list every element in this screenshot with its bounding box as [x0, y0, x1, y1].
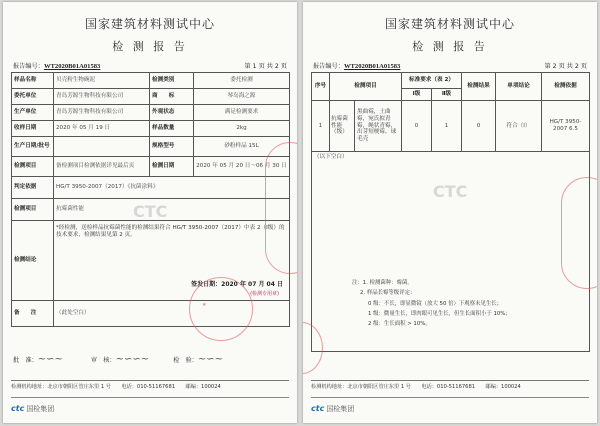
- remarks-value: （此处空白）: [54, 301, 290, 327]
- ctc-logo: [11, 404, 54, 414]
- note-line: 注：1. 检测菌种：霉菌。: [352, 280, 413, 286]
- test-seal-stamp: ★: [189, 277, 253, 341]
- blank-note: （以下空白）: [314, 154, 348, 160]
- basis-label: 判定依据: [12, 177, 54, 199]
- approve-label: 批 准：: [13, 357, 38, 364]
- doc-title: 检 测 报 告: [112, 40, 188, 53]
- batch-value: [54, 137, 150, 157]
- footer-rule: [311, 397, 589, 398]
- watermark: CTC: [433, 182, 468, 201]
- spec-value: 砂粉样品 15L: [194, 137, 290, 157]
- reviewer-signature-scribble: ~∽∽~: [115, 354, 150, 365]
- edge-seal-stamp: [561, 177, 597, 289]
- report-number: [313, 61, 400, 70]
- logo-text: 国检集团: [326, 405, 355, 413]
- col-result: 检测结果: [462, 73, 496, 101]
- test-category-label: 检测类别: [150, 73, 194, 89]
- ctc-logo: [311, 404, 354, 414]
- batch-label: 生产日期/批号: [12, 137, 54, 157]
- col-seq: 序号: [312, 73, 330, 101]
- logo-mark: ctc: [11, 404, 25, 413]
- appearance-label: 外观状态: [150, 105, 194, 121]
- row-grade1: 0: [402, 101, 432, 152]
- col-requirement: 标准要求（表 2）: [402, 73, 462, 89]
- row-method: HG/T 3950-2007 6.5: [542, 101, 590, 152]
- watermark: CTC: [133, 202, 168, 221]
- col-single: 单项结论: [496, 73, 542, 101]
- report-number-value: WT2020B01A01583: [343, 63, 401, 70]
- approver-signature-scribble: ~∽~: [37, 354, 63, 365]
- edge-seal-stamp: [265, 142, 297, 274]
- page-indicator: 第 2 页 共 2 页: [544, 63, 587, 70]
- seal-note: (检测专用章): [250, 290, 279, 297]
- spec-label: 规格型号: [150, 137, 194, 157]
- conclusion-label: 检测结论: [12, 221, 54, 301]
- quantity-value: 2kg: [194, 121, 290, 137]
- test-item-value: 备检测项目检测依据详见最后页: [54, 157, 150, 177]
- receipt-date-value: 2020 年 05 月 19 日: [54, 121, 150, 137]
- review-label: 审 核：: [90, 357, 116, 364]
- quantity-label: 样品数量: [150, 121, 194, 137]
- col-method: 检测依据: [542, 73, 590, 101]
- report-number-label: 报告编号：: [313, 63, 344, 70]
- note-line: 0 级：不长，即显微镜（放大 50 倍）下观察未见生长；: [368, 300, 503, 307]
- address-line: 检测机构地址：北京市朝阳区管庄东里 1 号 电话：010-51167681 邮编：100024: [11, 380, 289, 390]
- test-label: 检 验：: [173, 357, 198, 364]
- col-grade1: Ⅰ级: [402, 89, 432, 101]
- sample-name-value: 贝壳粉生物碗泥: [54, 73, 150, 89]
- row-item-cell: [330, 101, 402, 152]
- doc-title: 检 测 报 告: [412, 40, 488, 53]
- sample-name-label: 样品名称: [12, 73, 54, 89]
- manufacturer-value: 青岛芳源生物科技有限公司: [54, 105, 150, 121]
- remarks-label: 备 注: [12, 301, 54, 327]
- row-item: 抗霉菌性能（级）: [330, 101, 355, 151]
- basis-value: HG/T 3950-2007（2017）《抗菌涂料》: [54, 177, 290, 199]
- trademark-label: 商 标: [150, 89, 194, 105]
- sample-info-table: [11, 72, 290, 327]
- items-label: 检测项目: [12, 199, 54, 221]
- row-result: 0: [462, 101, 496, 152]
- logo-mark: ctc: [311, 404, 325, 413]
- note-line: 2 级：生长面积 > 10%。: [368, 321, 431, 328]
- receipt-date-label: 收样日期: [12, 121, 54, 137]
- test-date-label: 检测日期: [150, 157, 194, 177]
- report-number: [13, 61, 100, 70]
- issue-date: 签发日期：2020 年 07 月 04 日: [191, 280, 283, 288]
- test-item-label: 检测项目: [12, 157, 54, 177]
- footer-rule: [11, 397, 289, 398]
- appearance-value: 满足检测要求: [194, 105, 290, 121]
- tester-signature-scribble: ~∽~: [197, 354, 223, 365]
- note-line: 1 级：微量生长，即肉眼可见生长，但生长面积小于 10%；: [368, 310, 511, 317]
- test-category-value: 委托检测: [194, 73, 290, 89]
- notes-block: [352, 278, 511, 329]
- row-grade2: 1: [432, 101, 462, 152]
- conclusion-cell: [54, 221, 290, 301]
- items-value: 抗霉菌性能: [54, 199, 290, 221]
- trademark-value: 琴岛海之源: [194, 89, 290, 105]
- signature-row: [13, 354, 223, 365]
- col-grade2: Ⅱ级: [432, 89, 462, 101]
- results-table: [311, 72, 590, 352]
- conclusion-text: *经检测，送检样品抗霉菌性能的检测结果符合 HG/T 3950-2007（2017）中表 2（Ⅰ级）的技术要求，检测结果见第 2 页。: [56, 225, 285, 238]
- row-seq: 1: [312, 101, 330, 152]
- manufacturer-label: 生产单位: [12, 105, 54, 121]
- client-label: 委托单位: [12, 89, 54, 105]
- report-page-2: [303, 2, 597, 423]
- col-item: 检测项目: [330, 73, 402, 101]
- note-line: 2. 样品长霉等级评定：: [360, 290, 416, 297]
- center-title: 国家建筑材料测试中心: [384, 17, 515, 31]
- report-number-label: 报告编号：: [13, 63, 44, 70]
- page-indicator: 第 1 页 共 2 页: [244, 63, 287, 70]
- address-line: 检测机构地址：北京市朝阳区管庄东里 1 号 电话：010-51167681 邮编：100024: [311, 380, 589, 390]
- test-date-value: 2020 年 05 月 20 日～06 月 30 日: [194, 157, 290, 177]
- client-value: 青岛芳源生物科技有限公司: [54, 89, 150, 105]
- report-page-1: [3, 2, 297, 423]
- row-single: 符合（Ⅰ）: [496, 101, 542, 152]
- report-number-value: WT2020B01A01583: [43, 63, 101, 70]
- center-title: 国家建筑材料测试中心: [84, 17, 215, 31]
- logo-text: 国检集团: [26, 405, 55, 413]
- row-strains: 黑曲霉，土曲霉，宛氏拟青霉，绳状青霉，出芽短梗霉，球毛壳: [357, 108, 397, 143]
